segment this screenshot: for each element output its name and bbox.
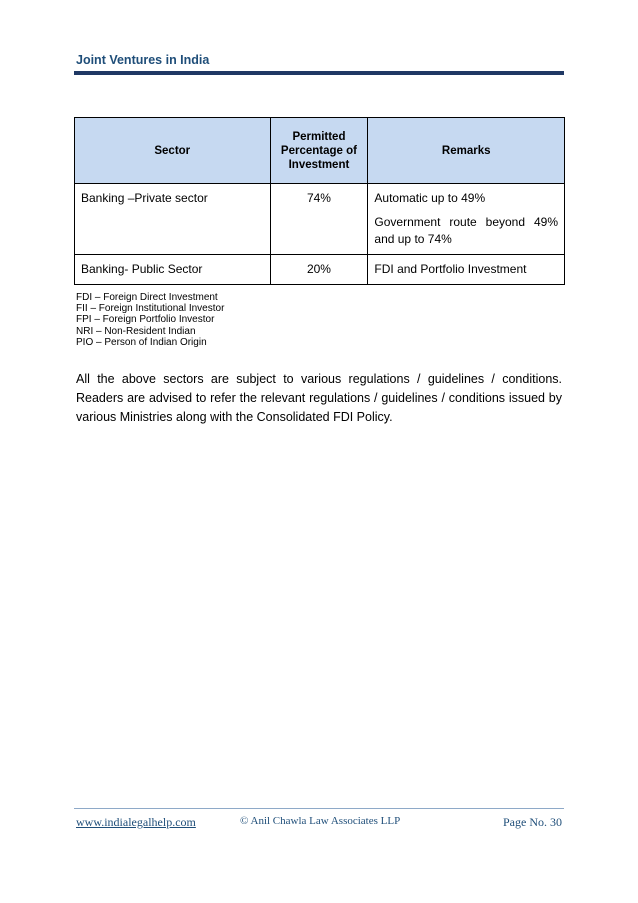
body-paragraph: All the above sectors are subject to various regulations / guidelines / conditions. Readers are advised to refer the relevant regulations / guidelines / conditions issued by various Ministries along with the Consolidated FDI Policy. xyxy=(76,372,562,424)
cell-sector: Banking –Private sector xyxy=(75,184,271,255)
header-divider xyxy=(74,71,564,75)
footer-divider xyxy=(74,808,564,809)
abbreviation-item: PIO – Person of Indian Origin xyxy=(76,336,207,348)
footer-website-link[interactable]: www.indialegalhelp.com xyxy=(76,815,196,829)
cell-sector: Banking- Public Sector xyxy=(75,255,271,285)
abbreviation-item: FII – Foreign Institutional Investor xyxy=(76,303,225,315)
abbreviation-item: FDI – Foreign Direct Investment xyxy=(76,292,218,303)
column-header-sector: Sector xyxy=(75,118,271,184)
cell-remarks xyxy=(368,184,565,255)
abbreviations-list xyxy=(76,292,224,348)
cell-remarks: FDI and Portfolio Investment xyxy=(368,255,565,285)
footer-copyright: © Anil Chawla Law Associates LLP xyxy=(240,815,401,827)
cell-percent: 20% xyxy=(270,255,368,285)
column-header-permitted-percentage xyxy=(270,118,368,184)
table-header-row xyxy=(75,118,565,184)
header-line: Percentage of xyxy=(280,144,357,157)
header-line: Permitted xyxy=(292,130,346,143)
column-header-remarks: Remarks xyxy=(368,118,565,184)
page-header-title: Joint Ventures in India xyxy=(76,53,210,67)
remark-line: Government route beyond 49% xyxy=(374,215,558,229)
table-row xyxy=(75,255,565,285)
abbreviation-item: NRI – Non-Resident Indian xyxy=(76,325,196,337)
abbreviation-item: FPI – Foreign Portfolio Investor xyxy=(76,314,215,326)
header-line: Investment xyxy=(288,158,350,171)
table-row xyxy=(75,184,565,255)
footer-page-number: Page No. 30 xyxy=(503,815,562,829)
sector-investment-table xyxy=(74,117,565,285)
remark-line: and up to 74% xyxy=(374,232,452,246)
cell-percent: 74% xyxy=(270,184,368,255)
remark-line: Automatic up to 49% xyxy=(374,191,486,205)
